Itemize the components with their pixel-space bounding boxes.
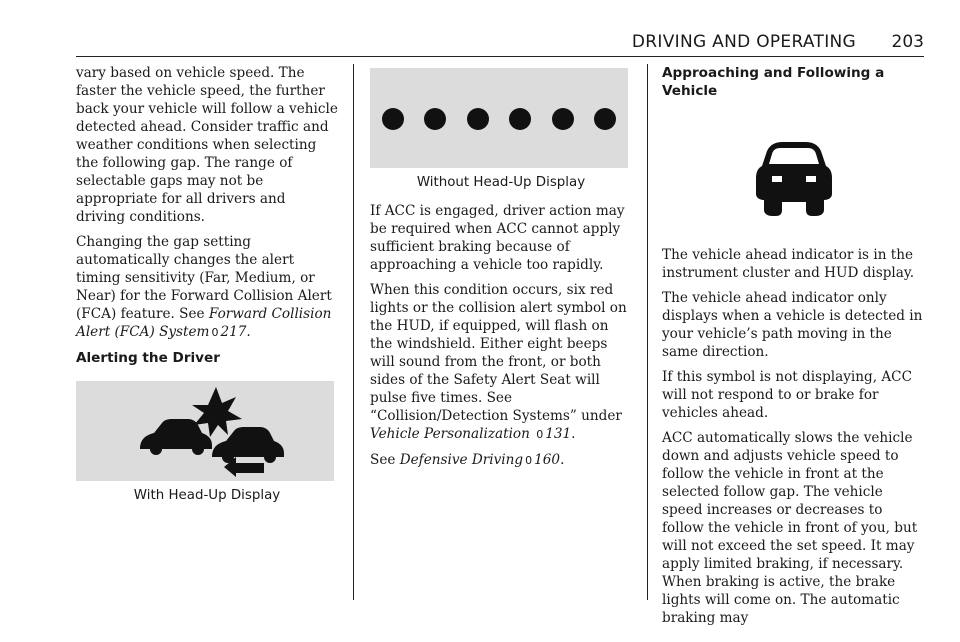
- paragraph: If ACC is engaged, driver action may be required when ACC cannot apply sufficient braking because of approaching a vehicle too rapidly.: [370, 203, 625, 273]
- warning-light-dot: [594, 108, 616, 130]
- column-divider: [353, 64, 354, 600]
- figure-caption: Without Head-Up Display: [416, 175, 586, 190]
- collision-alert-figure: [76, 381, 334, 481]
- column-1: [76, 64, 338, 515]
- paragraph: vary based on vehicle speed. The faster the vehicle speed, the further back your vehicle will follow a vehicle detected ahead. Consider traffic and weather conditions when selecting the following gap. The range of selectable gaps may not be appropriate for all drivers and driving conditions.: [76, 65, 338, 225]
- warning-light-dot: [424, 108, 446, 130]
- section-title: DRIVING AND OPERATING: [631, 32, 856, 52]
- warning-lights-figure: [370, 68, 628, 168]
- paragraph: See Defensive Driving 0 160.: [370, 452, 565, 468]
- column-divider: [647, 64, 648, 600]
- vehicle-ahead-figure: [662, 132, 924, 228]
- warning-light-dot: [382, 108, 404, 130]
- paragraph: The vehicle ahead indicator only displays when a vehicle is detected in your vehicle’s path moving in the same direction.: [662, 290, 923, 360]
- section-heading: Approaching and Following a Vehicle: [662, 65, 885, 99]
- column-2: [370, 68, 632, 477]
- cross-reference-link[interactable]: Defensive Driving: [399, 452, 524, 468]
- paragraph: The vehicle ahead indicator is in the instrument cluster and HUD display.: [662, 247, 915, 281]
- cross-reference-link[interactable]: Vehicle Personalization: [370, 426, 530, 442]
- collision-alert-icon: [76, 381, 334, 481]
- page-header: [76, 30, 924, 57]
- warning-lights-icon: [382, 108, 616, 130]
- warning-light-dot: [552, 108, 574, 130]
- warning-light-dot: [509, 108, 531, 130]
- cross-reference-page[interactable]: 217: [220, 324, 247, 340]
- cross-reference-link[interactable]: Forward Collision Alert (FCA) System: [76, 306, 332, 340]
- paragraph: ACC automatically slows the vehicle down and adjusts vehicle speed to follow the vehicle in front at the selected follow gap. The vehicle speed increases or decreases to follow the vehicle in front of you, but will not exceed the set speed. It may apply limited braking, if necessary. When braking is active, the brake lights will come on. The automatic braking may: [662, 430, 918, 626]
- figure-caption: With Head-Up Display: [133, 488, 281, 503]
- page-ref-icon: 0: [536, 428, 544, 441]
- warning-light-dot: [467, 108, 489, 130]
- paragraph: If this symbol is not displaying, ACC will not respond to or brake for vehicles ahead.: [662, 369, 912, 421]
- page-number: 203: [891, 32, 924, 52]
- page-ref-icon: 0: [525, 454, 533, 467]
- column-3: [662, 64, 924, 634]
- cross-reference-page[interactable]: 131: [545, 426, 572, 442]
- page-ref-icon: 0: [211, 326, 219, 339]
- vehicle-ahead-icon: [662, 132, 924, 228]
- paragraph: Changing the gap setting automatically changes the alert timing sensitivity (Far, Medium, or Near) for the Forward Collision Alert (FCA) feature. See Forward Collision Alert (FCA) System 0 217.: [76, 234, 332, 340]
- paragraph: When this condition occurs, six red lights or the collision alert symbol on the HUD, if equipped, will flash on the windshield. Either eight beeps will sound from the front, or both sides of the Safety Alert Seat will pulse five times. See “Collision/Detection Systems” under Vehicle Personalization 0 131.: [370, 282, 627, 442]
- cross-reference-page[interactable]: 160: [534, 452, 561, 468]
- section-heading: Alerting the Driver: [76, 350, 220, 366]
